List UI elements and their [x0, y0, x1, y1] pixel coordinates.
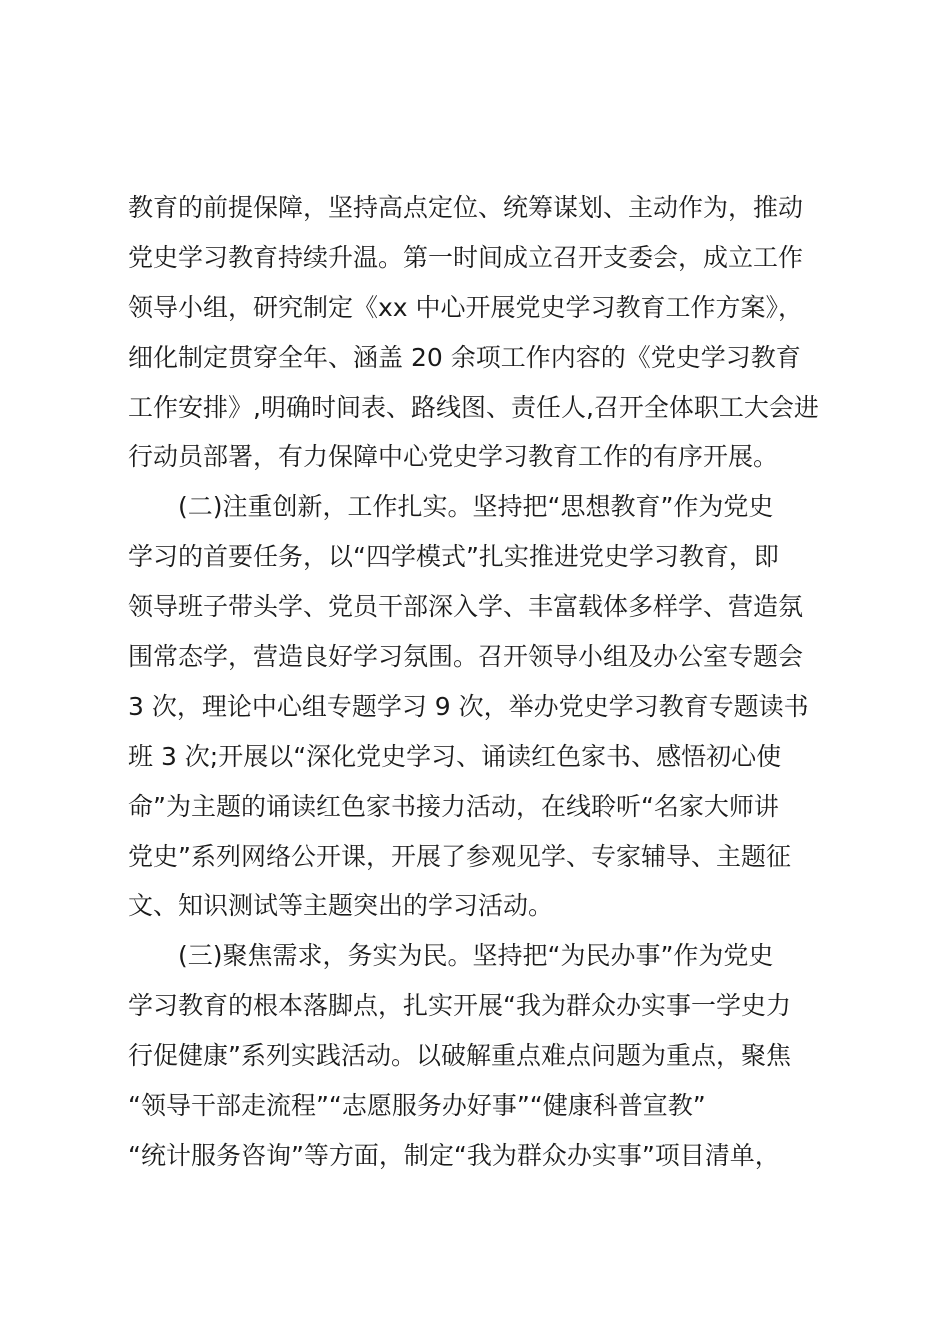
text-line: 班 3 次;开展以“深化党史学习、诵读红色家书、感悟初心使	[128, 741, 782, 771]
section-three-heading-line: (三)聚焦需求，务实为民。坚持把“为民办事”作为党史	[178, 941, 774, 971]
text-line: 党史学习教育持续升温。第一时间成立召开支委会，成立工作	[128, 242, 804, 272]
text-line: 学习教育的根本落脚点，扎实开展“我为群众办实事一学史力	[128, 991, 791, 1021]
text-line: 工作安排》,明确时间表、路线图、责任人,召开全体职工大会进	[128, 392, 819, 422]
text-line: 命”为主题的诵读红色家书接力活动，在线聆听“名家大师讲	[128, 791, 779, 821]
text-line: 教育的前提保障，坚持高点定位、统筹谋划、主动作为，推动	[128, 193, 804, 222]
text-line: 文、知识测试等主题突出的学习活动。	[128, 891, 554, 921]
section-two-heading-line: (二)注重创新，工作扎实。坚持把“思想教育”作为党史	[178, 492, 774, 522]
text-line: 领导班子带头学、党员干部深入学、丰富载体多样学、营造氛	[128, 592, 804, 622]
text-line: 围常态学，营造良好学习氛围。召开领导小组及办公室专题会	[128, 642, 804, 672]
text-line: 党史”系列网络公开课，开展了参观见学、专家辅导、主题征	[128, 841, 791, 871]
text-line: 学习的首要任务，以“四学模式”扎实推进党史学习教育，即	[128, 542, 779, 572]
text-line: 3 次，理论中心组专题学习 9 次，举办党史学习教育专题读书	[128, 691, 809, 721]
text-line: 行促健康”系列实践活动。以破解重点难点问题为重点，聚焦	[128, 1041, 791, 1071]
text-line: “领导干部走流程”“志愿服务办好事”“健康科普宣教”	[128, 1091, 706, 1121]
text-line: 领导小组，研究制定《xx 中心开展党史学习教育工作方案》，	[128, 292, 804, 322]
text-line: “统计服务咨询”等方面，制定“我为群众办实事”项目清单，	[128, 1140, 780, 1170]
text-line: 行动员部署，有力保障中心党史学习教育工作的有序开展。	[128, 442, 779, 472]
text-line: 细化制定贯穿全年、涵盖 20 余项工作内容的《党史学习教育	[128, 342, 801, 372]
body-text	[128, 183, 838, 1181]
